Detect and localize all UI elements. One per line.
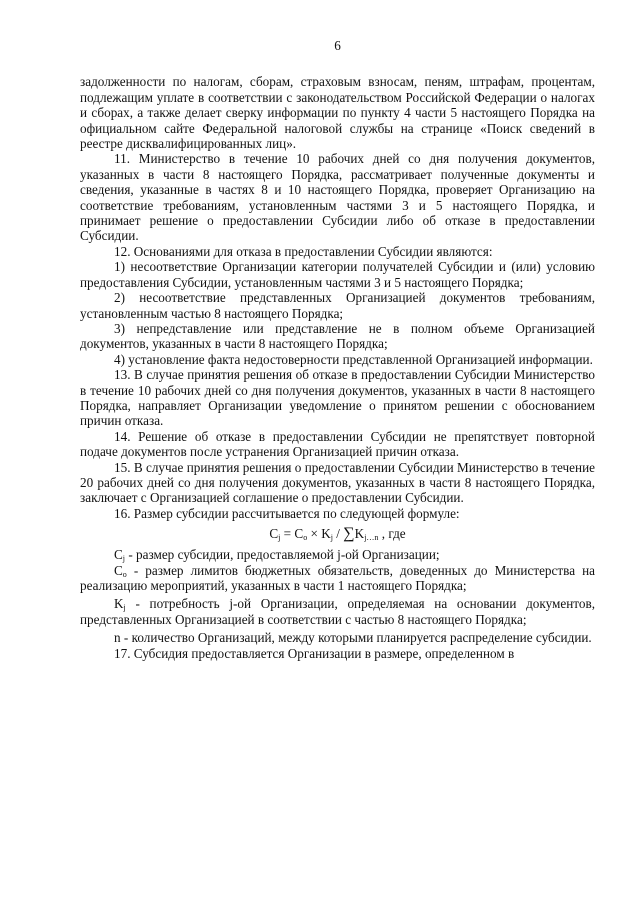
sum-symbol: ∑ [343,525,355,543]
paragraph-12-item-1: 1) несоответствие Организации категории получателей Субсидии и (или) условию предоставления Субсидии, установленным частями 3 и 5 настоящего Порядка; [80,259,595,290]
paragraph-11: 11. Министерство в течение 10 рабочих дней со дня получения документов, указанных в части 8 настоящего Порядка, рассматривает полученные документы и сведения, указанные в частях 8 и 10 настоящего Порядка, проверяет Организацию на соответствие требованиям, установленным частями 3 и 5 настоящего Порядка, и принимает решение о предоставлении Субсидии либо об отказе в предоставлении Субсидии. [80,151,595,244]
page-number: 6 [334,38,341,53]
paragraph-15: 15. В случае принятия решения о предоставлении Субсидии Министерство в течение 20 рабочих дней со дня получения документов, указанных в части 8 настоящего Порядка, заключает с Организацией соглашение о предоставлении Субсидии. [80,459,595,506]
paragraph-continuation: задолженности по налогам, сборам, страховым взносам, пеням, штрафам, процентам, подлежащим уплате в соответствии с законодательством Российской Федерации о налогах и сборах, а также делает сверку информации по пункту 4 части 5 настоящего Порядка на официальном сайте Федеральной налоговой службы на странице «Поиск сведений в реестре дисквалифицированных лиц». [80,74,595,152]
paragraph-17: 17. Субсидия предоставляется Организации в размере, определенном в [114,645,515,661]
paragraph-12: 12. Основаниями для отказа в предоставлении Субсидии являются: [114,243,493,259]
definition-co: $C_o$ - размер лимитов бюджетных обязательств, доведенных до Министерства на реализацию мероприятий, указанных в части 1 настоящего Порядка; [80,562,595,593]
paragraph-16: 16. Размер субсидии рассчитывается по следующей формуле: [114,505,460,521]
paragraph-14: 14. Решение об отказе в предоставлении Субсидии не препятствует повторной подаче документов после устранения Организацией причин отказа. [80,428,595,460]
paragraph-12-item-3: 3) непредставление или представление не в полном объеме Организацией документов, указанных в части 8 настоящего Порядка; [80,320,595,352]
paragraph-12-item-4: 4) установление факта недостоверности представленной Организацией информации. [114,351,593,367]
definition-n: n - количество Организаций, между которыми планируется распределение субсидии. [114,630,592,646]
paragraph-13: 13. В случае принятия решения об отказе в предоставлении Субсидии Министерство в течение 10 рабочих дней со дня получения документов, указанных в части 8 настоящего Порядка, направляет Организации уведомление о принятом решении с обоснованием причин отказа. [80,367,595,429]
subsidy-formula: $C_j = C_o \times K_j / \sum K_{j\dots n}$ , где [269,525,406,543]
definition-cj: $C_j$ - размер субсидии, предоставляемой j-ой Организации; [114,547,440,564]
definition-kj: $K_j$ - потребность j-ой Организации, определяемая на основании документов, представленных Организацией в соответствии с частью 8 настоящего Порядка; [80,596,595,627]
paragraph-12-item-2: 2) несоответствие представленных Организацией документов требованиям, установленным частью 8 настоящего Порядка; [80,290,595,321]
